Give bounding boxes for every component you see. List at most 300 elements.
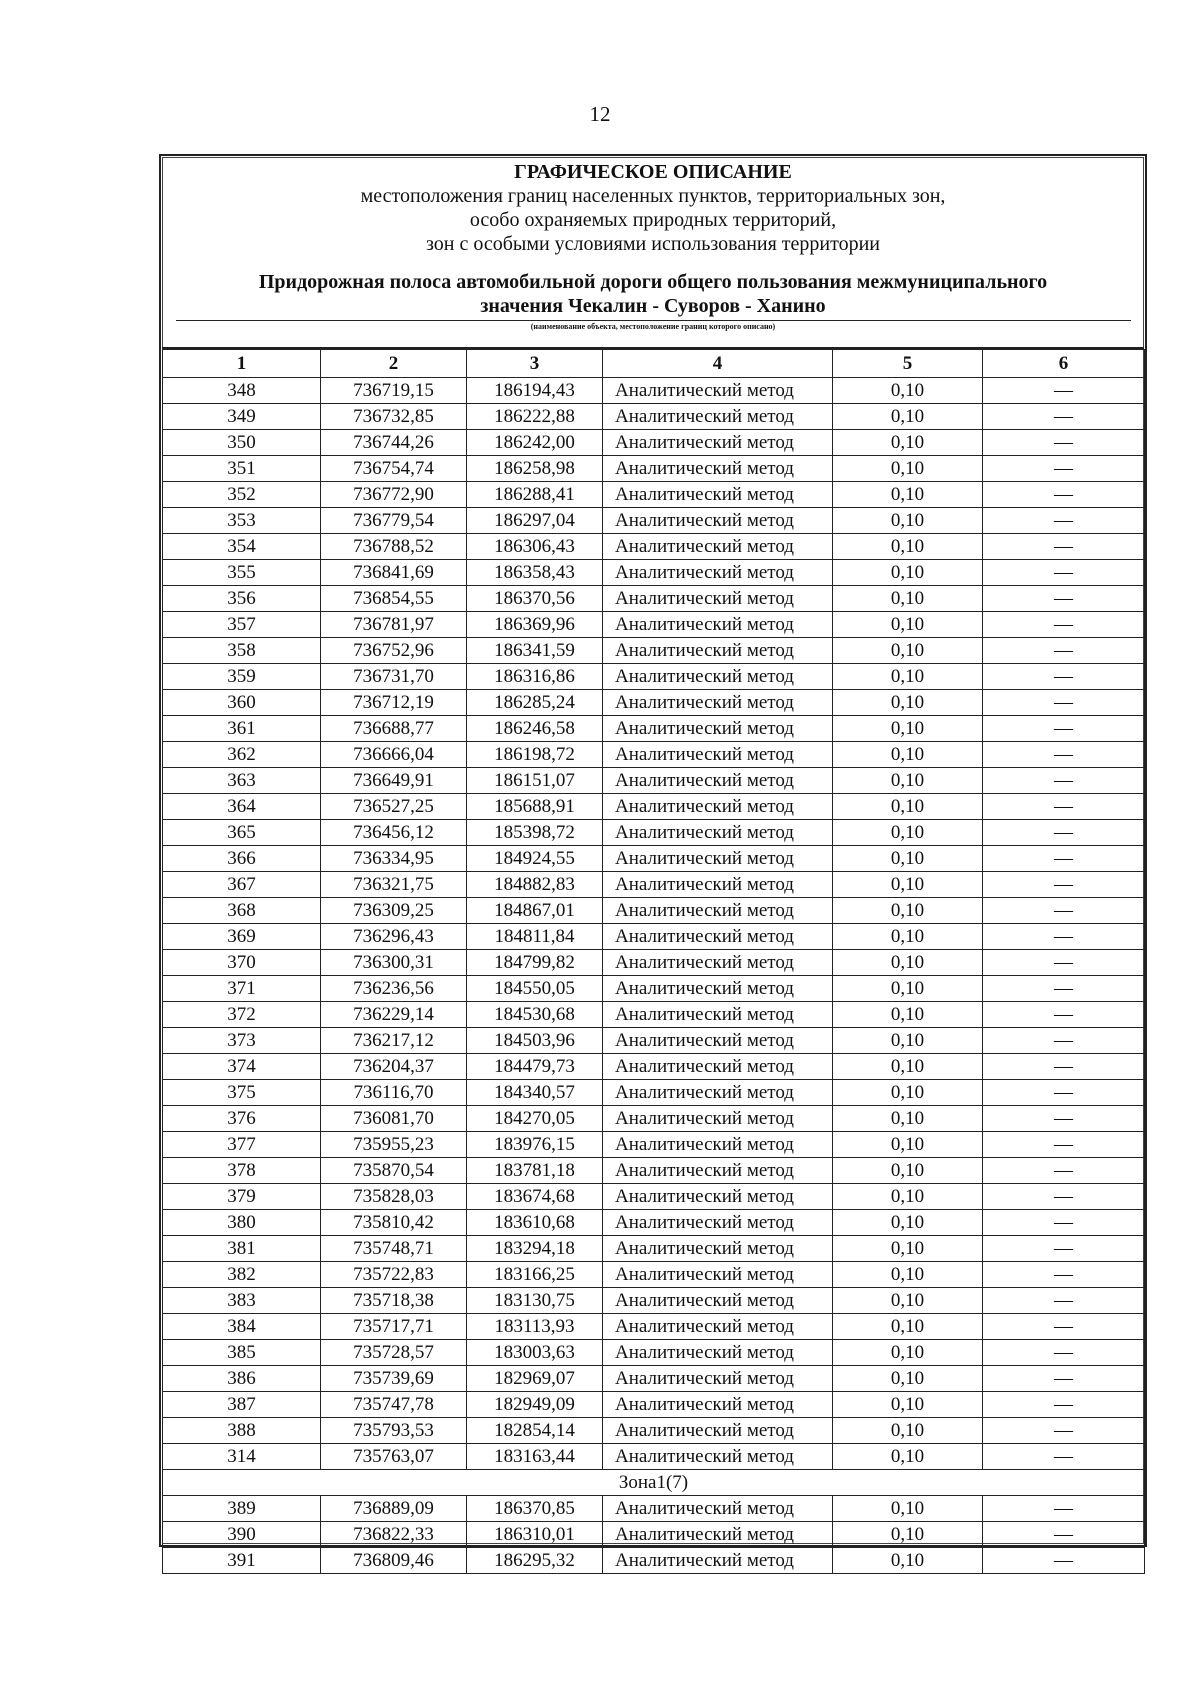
description-cell: —	[983, 742, 1145, 768]
description-cell: —	[983, 820, 1145, 846]
accuracy-cell: 0,10	[833, 1132, 983, 1158]
description-cell: —	[983, 534, 1145, 560]
x-coordinate-cell: 736666,04	[321, 742, 467, 768]
accuracy-cell: 0,10	[833, 456, 983, 482]
description-cell: —	[983, 508, 1145, 534]
column-header: 4	[603, 350, 833, 378]
table-row	[163, 612, 1145, 638]
method-cell: Аналитический метод	[603, 430, 833, 456]
point-number-cell: 350	[163, 430, 321, 456]
method-cell: Аналитический метод	[603, 560, 833, 586]
column-header: 1	[163, 350, 321, 378]
x-coordinate-cell: 735828,03	[321, 1184, 467, 1210]
description-cell: —	[983, 976, 1145, 1002]
table-row	[163, 430, 1145, 456]
accuracy-cell: 0,10	[833, 1392, 983, 1418]
description-cell: —	[983, 482, 1145, 508]
accuracy-cell: 0,10	[833, 1314, 983, 1340]
point-number-cell: 389	[163, 1496, 321, 1522]
method-cell: Аналитический метод	[603, 1366, 833, 1392]
y-coordinate-cell: 184479,73	[467, 1054, 603, 1080]
x-coordinate-cell: 736236,56	[321, 976, 467, 1002]
point-number-cell: 378	[163, 1158, 321, 1184]
point-number-cell: 367	[163, 872, 321, 898]
description-cell: —	[983, 430, 1145, 456]
x-coordinate-cell: 736456,12	[321, 820, 467, 846]
method-cell: Аналитический метод	[603, 482, 833, 508]
method-cell: Аналитический метод	[603, 1132, 833, 1158]
accuracy-cell: 0,10	[833, 1522, 983, 1548]
accuracy-cell: 0,10	[833, 742, 983, 768]
point-number-cell: 377	[163, 1132, 321, 1158]
method-cell: Аналитический метод	[603, 1496, 833, 1522]
method-cell: Аналитический метод	[603, 586, 833, 612]
zone-section	[163, 1470, 1145, 1496]
table-row	[163, 1262, 1145, 1288]
method-cell: Аналитический метод	[603, 1002, 833, 1028]
accuracy-cell: 0,10	[833, 846, 983, 872]
table-row	[163, 1522, 1145, 1548]
document-title: ГРАФИЧЕСКОЕ ОПИСАНИЕ	[514, 161, 792, 183]
y-coordinate-cell: 184270,05	[467, 1106, 603, 1132]
description-cell: —	[983, 1002, 1145, 1028]
x-coordinate-cell: 735870,54	[321, 1158, 467, 1184]
accuracy-cell: 0,10	[833, 1548, 983, 1574]
accuracy-cell: 0,10	[833, 664, 983, 690]
point-number-cell: 384	[163, 1314, 321, 1340]
x-coordinate-cell: 736309,25	[321, 898, 467, 924]
method-cell: Аналитический метод	[603, 768, 833, 794]
accuracy-cell: 0,10	[833, 768, 983, 794]
point-number-cell: 365	[163, 820, 321, 846]
point-number-cell: 382	[163, 1262, 321, 1288]
accuracy-cell: 0,10	[833, 1444, 983, 1470]
point-number-cell: 369	[163, 924, 321, 950]
x-coordinate-cell: 736772,90	[321, 482, 467, 508]
point-number-cell: 358	[163, 638, 321, 664]
table-row	[163, 482, 1145, 508]
column-header: 6	[983, 350, 1145, 378]
accuracy-cell: 0,10	[833, 1184, 983, 1210]
description-cell: —	[983, 768, 1145, 794]
table-row	[163, 508, 1145, 534]
x-coordinate-cell: 736731,70	[321, 664, 467, 690]
point-number-cell: 364	[163, 794, 321, 820]
method-cell: Аналитический метод	[603, 690, 833, 716]
point-number-cell: 372	[163, 1002, 321, 1028]
point-number-cell: 371	[163, 976, 321, 1002]
point-number-cell: 348	[163, 378, 321, 404]
point-number-cell: 363	[163, 768, 321, 794]
x-coordinate-cell: 735722,83	[321, 1262, 467, 1288]
table-row	[163, 1496, 1145, 1522]
y-coordinate-cell: 184503,96	[467, 1028, 603, 1054]
method-cell: Аналитический метод	[603, 664, 833, 690]
accuracy-cell: 0,10	[833, 1158, 983, 1184]
method-cell: Аналитический метод	[603, 638, 833, 664]
x-coordinate-cell: 736296,43	[321, 924, 467, 950]
object-name-line: Придорожная полоса автомобильной дороги общего пользования межмуниципального	[258, 271, 1048, 293]
method-cell: Аналитический метод	[603, 456, 833, 482]
point-number-cell: 357	[163, 612, 321, 638]
accuracy-cell: 0,10	[833, 1054, 983, 1080]
method-cell: Аналитический метод	[603, 1236, 833, 1262]
y-coordinate-cell: 183163,44	[467, 1444, 603, 1470]
x-coordinate-cell: 736854,55	[321, 586, 467, 612]
y-coordinate-cell: 183674,68	[467, 1184, 603, 1210]
accuracy-cell: 0,10	[833, 638, 983, 664]
accuracy-cell: 0,10	[833, 1262, 983, 1288]
description-cell: —	[983, 664, 1145, 690]
description-cell: —	[983, 1548, 1145, 1574]
x-coordinate-cell: 736321,75	[321, 872, 467, 898]
document-header	[164, 160, 1142, 346]
method-cell: Аналитический метод	[603, 872, 833, 898]
method-cell: Аналитический метод	[603, 1340, 833, 1366]
accuracy-cell: 0,10	[833, 898, 983, 924]
accuracy-cell: 0,10	[833, 1080, 983, 1106]
y-coordinate-cell: 183003,63	[467, 1340, 603, 1366]
table-row	[163, 976, 1145, 1002]
method-cell: Аналитический метод	[603, 1262, 833, 1288]
method-cell: Аналитический метод	[603, 1288, 833, 1314]
y-coordinate-cell: 186310,01	[467, 1522, 603, 1548]
description-cell: —	[983, 404, 1145, 430]
description-cell: —	[983, 950, 1145, 976]
table-row	[163, 1366, 1145, 1392]
method-cell: Аналитический метод	[603, 404, 833, 430]
x-coordinate-cell: 735747,78	[321, 1392, 467, 1418]
x-coordinate-cell: 736217,12	[321, 1028, 467, 1054]
y-coordinate-cell: 186295,32	[467, 1548, 603, 1574]
table-row	[163, 1002, 1145, 1028]
accuracy-cell: 0,10	[833, 1028, 983, 1054]
x-coordinate-cell: 736788,52	[321, 534, 467, 560]
description-cell: —	[983, 1496, 1145, 1522]
object-name	[164, 270, 1142, 318]
x-coordinate-cell: 736889,09	[321, 1496, 467, 1522]
subtitle-line: зон с особыми условиями использования территории	[425, 233, 881, 255]
x-coordinate-cell: 736712,19	[321, 690, 467, 716]
method-cell: Аналитический метод	[603, 508, 833, 534]
x-coordinate-cell: 736754,74	[321, 456, 467, 482]
x-coordinate-cell: 736688,77	[321, 716, 467, 742]
table-row	[163, 1158, 1145, 1184]
accuracy-cell: 0,10	[833, 1496, 983, 1522]
x-coordinate-cell: 736779,54	[321, 508, 467, 534]
description-cell: —	[983, 1028, 1145, 1054]
description-cell: —	[983, 1366, 1145, 1392]
table-row	[163, 742, 1145, 768]
method-cell: Аналитический метод	[603, 1158, 833, 1184]
y-coordinate-cell: 186369,96	[467, 612, 603, 638]
table-row	[163, 872, 1145, 898]
x-coordinate-cell: 735955,23	[321, 1132, 467, 1158]
table-row	[163, 690, 1145, 716]
y-coordinate-cell: 186285,24	[467, 690, 603, 716]
table-row	[163, 1210, 1145, 1236]
x-coordinate-cell: 736334,95	[321, 846, 467, 872]
method-cell: Аналитический метод	[603, 1210, 833, 1236]
x-coordinate-cell: 736081,70	[321, 1106, 467, 1132]
y-coordinate-cell: 183166,25	[467, 1262, 603, 1288]
table-row	[163, 456, 1145, 482]
table-row	[163, 638, 1145, 664]
x-coordinate-cell: 736744,26	[321, 430, 467, 456]
y-coordinate-cell: 183610,68	[467, 1210, 603, 1236]
y-coordinate-cell: 184882,83	[467, 872, 603, 898]
zone-label: Зона1(7)	[163, 1470, 1145, 1496]
x-coordinate-cell: 736732,85	[321, 404, 467, 430]
y-coordinate-cell: 186246,58	[467, 716, 603, 742]
description-cell: —	[983, 1106, 1145, 1132]
table-row	[163, 820, 1145, 846]
accuracy-cell: 0,10	[833, 1340, 983, 1366]
point-number-cell: 376	[163, 1106, 321, 1132]
method-cell: Аналитический метод	[603, 1392, 833, 1418]
accuracy-cell: 0,10	[833, 872, 983, 898]
accuracy-cell: 0,10	[833, 1002, 983, 1028]
x-coordinate-cell: 736752,96	[321, 638, 467, 664]
y-coordinate-cell: 186198,72	[467, 742, 603, 768]
accuracy-cell: 0,10	[833, 430, 983, 456]
description-cell: —	[983, 1314, 1145, 1340]
accuracy-cell: 0,10	[833, 716, 983, 742]
description-cell: —	[983, 1080, 1145, 1106]
x-coordinate-cell: 736841,69	[321, 560, 467, 586]
accuracy-cell: 0,10	[833, 534, 983, 560]
point-number-cell: 314	[163, 1444, 321, 1470]
method-cell: Аналитический метод	[603, 1444, 833, 1470]
y-coordinate-cell: 186242,00	[467, 430, 603, 456]
table-row	[163, 1418, 1145, 1444]
description-cell: —	[983, 794, 1145, 820]
y-coordinate-cell: 184867,01	[467, 898, 603, 924]
point-number-cell: 374	[163, 1054, 321, 1080]
accuracy-cell: 0,10	[833, 404, 983, 430]
x-coordinate-cell: 736781,97	[321, 612, 467, 638]
x-coordinate-cell: 735763,07	[321, 1444, 467, 1470]
y-coordinate-cell: 186258,98	[467, 456, 603, 482]
method-cell: Аналитический метод	[603, 612, 833, 638]
point-number-cell: 368	[163, 898, 321, 924]
description-cell: —	[983, 898, 1145, 924]
table-row	[163, 1184, 1145, 1210]
table-row	[163, 1106, 1145, 1132]
method-cell: Аналитический метод	[603, 924, 833, 950]
method-cell: Аналитический метод	[603, 898, 833, 924]
x-coordinate-cell: 735717,71	[321, 1314, 467, 1340]
accuracy-cell: 0,10	[833, 612, 983, 638]
column-header: 2	[321, 350, 467, 378]
y-coordinate-cell: 186316,86	[467, 664, 603, 690]
y-coordinate-cell: 186370,56	[467, 586, 603, 612]
page-number: 12	[589, 102, 611, 126]
y-coordinate-cell: 183130,75	[467, 1288, 603, 1314]
point-number-cell: 361	[163, 716, 321, 742]
y-coordinate-cell: 186151,07	[467, 768, 603, 794]
point-number-cell: 373	[163, 1028, 321, 1054]
description-cell: —	[983, 638, 1145, 664]
description-cell: —	[983, 1340, 1145, 1366]
description-cell: —	[983, 690, 1145, 716]
x-coordinate-cell: 736300,31	[321, 950, 467, 976]
y-coordinate-cell: 182854,14	[467, 1418, 603, 1444]
accuracy-cell: 0,10	[833, 690, 983, 716]
subtitle-line: особо охраняемых природных территорий,	[469, 209, 837, 231]
point-number-cell: 370	[163, 950, 321, 976]
object-caption: (наименование объекта, местоположение границ которого описано)	[530, 322, 776, 331]
table-row	[163, 1340, 1145, 1366]
table-row	[163, 924, 1145, 950]
y-coordinate-cell: 186288,41	[467, 482, 603, 508]
description-cell: —	[983, 1522, 1145, 1548]
description-cell: —	[983, 456, 1145, 482]
y-coordinate-cell: 183976,15	[467, 1132, 603, 1158]
y-coordinate-cell: 186306,43	[467, 534, 603, 560]
table-row	[163, 560, 1145, 586]
accuracy-cell: 0,10	[833, 976, 983, 1002]
subtitle-line: местоположения границ населенных пунктов, территориальных зон,	[360, 185, 946, 207]
table-row	[163, 716, 1145, 742]
y-coordinate-cell: 185688,91	[467, 794, 603, 820]
method-cell: Аналитический метод	[603, 820, 833, 846]
table-row	[163, 794, 1145, 820]
y-coordinate-cell: 186370,85	[467, 1496, 603, 1522]
description-cell: —	[983, 716, 1145, 742]
table-row	[163, 534, 1145, 560]
table-row	[163, 1080, 1145, 1106]
accuracy-cell: 0,10	[833, 950, 983, 976]
table-row	[163, 846, 1145, 872]
description-cell: —	[983, 586, 1145, 612]
description-cell: —	[983, 1184, 1145, 1210]
description-cell: —	[983, 1262, 1145, 1288]
method-cell: Аналитический метод	[603, 846, 833, 872]
accuracy-cell: 0,10	[833, 508, 983, 534]
point-number-cell: 381	[163, 1236, 321, 1262]
accuracy-cell: 0,10	[833, 1288, 983, 1314]
coordinates-table	[162, 349, 1145, 1574]
table-row	[163, 1392, 1145, 1418]
accuracy-cell: 0,10	[833, 1210, 983, 1236]
point-number-cell: 366	[163, 846, 321, 872]
description-cell: —	[983, 1236, 1145, 1262]
y-coordinate-cell: 183781,18	[467, 1158, 603, 1184]
point-number-cell: 386	[163, 1366, 321, 1392]
method-cell: Аналитический метод	[603, 1106, 833, 1132]
point-number-cell: 349	[163, 404, 321, 430]
point-number-cell: 356	[163, 586, 321, 612]
method-cell: Аналитический метод	[603, 1522, 833, 1548]
accuracy-cell: 0,10	[833, 924, 983, 950]
method-cell: Аналитический метод	[603, 534, 833, 560]
accuracy-cell: 0,10	[833, 586, 983, 612]
method-cell: Аналитический метод	[603, 1080, 833, 1106]
description-cell: —	[983, 846, 1145, 872]
description-cell: —	[983, 872, 1145, 898]
description-cell: —	[983, 1418, 1145, 1444]
x-coordinate-cell: 736116,70	[321, 1080, 467, 1106]
table-row	[163, 1314, 1145, 1340]
point-number-cell: 351	[163, 456, 321, 482]
zone-table-body	[163, 1496, 1145, 1574]
accuracy-cell: 0,10	[833, 1236, 983, 1262]
x-coordinate-cell: 735739,69	[321, 1366, 467, 1392]
x-coordinate-cell: 735793,53	[321, 1418, 467, 1444]
description-cell: —	[983, 1288, 1145, 1314]
method-cell: Аналитический метод	[603, 742, 833, 768]
method-cell: Аналитический метод	[603, 1548, 833, 1574]
method-cell: Аналитический метод	[603, 716, 833, 742]
y-coordinate-cell: 186341,59	[467, 638, 603, 664]
table-header	[163, 350, 1145, 378]
accuracy-cell: 0,10	[833, 1418, 983, 1444]
point-number-cell: 359	[163, 664, 321, 690]
table-row	[163, 950, 1145, 976]
point-number-cell: 383	[163, 1288, 321, 1314]
method-cell: Аналитический метод	[603, 794, 833, 820]
zone-row	[163, 1470, 1145, 1496]
description-cell: —	[983, 1132, 1145, 1158]
column-header: 5	[833, 350, 983, 378]
table-row	[163, 664, 1145, 690]
point-number-cell: 379	[163, 1184, 321, 1210]
point-number-cell: 385	[163, 1340, 321, 1366]
method-cell: Аналитический метод	[603, 1054, 833, 1080]
x-coordinate-cell: 736527,25	[321, 794, 467, 820]
description-cell: —	[983, 612, 1145, 638]
y-coordinate-cell: 184550,05	[467, 976, 603, 1002]
y-coordinate-cell: 186358,43	[467, 560, 603, 586]
method-cell: Аналитический метод	[603, 1184, 833, 1210]
accuracy-cell: 0,10	[833, 482, 983, 508]
object-name-line: значения Чекалин - Суворов - Ханино	[480, 295, 826, 317]
description-cell: —	[983, 1392, 1145, 1418]
description-cell: —	[983, 560, 1145, 586]
x-coordinate-cell: 735748,71	[321, 1236, 467, 1262]
y-coordinate-cell: 184340,57	[467, 1080, 603, 1106]
y-coordinate-cell: 182969,07	[467, 1366, 603, 1392]
point-number-cell: 380	[163, 1210, 321, 1236]
method-cell: Аналитический метод	[603, 1418, 833, 1444]
table-row	[163, 378, 1145, 404]
description-cell: —	[983, 1210, 1145, 1236]
point-number-cell: 354	[163, 534, 321, 560]
point-number-cell: 353	[163, 508, 321, 534]
description-cell: —	[983, 1444, 1145, 1470]
table-row	[163, 898, 1145, 924]
table-row	[163, 1548, 1145, 1574]
y-coordinate-cell: 186222,88	[467, 404, 603, 430]
description-cell: —	[983, 924, 1145, 950]
point-number-cell: 388	[163, 1418, 321, 1444]
table-row	[163, 586, 1145, 612]
column-header: 3	[467, 350, 603, 378]
method-cell: Аналитический метод	[603, 378, 833, 404]
description-cell: —	[983, 378, 1145, 404]
x-coordinate-cell: 735728,57	[321, 1340, 467, 1366]
accuracy-cell: 0,10	[833, 1106, 983, 1132]
x-coordinate-cell: 736809,46	[321, 1548, 467, 1574]
method-cell: Аналитический метод	[603, 1314, 833, 1340]
accuracy-cell: 0,10	[833, 794, 983, 820]
table-row	[163, 1236, 1145, 1262]
table-row	[163, 1288, 1145, 1314]
x-coordinate-cell: 736822,33	[321, 1522, 467, 1548]
point-number-cell: 387	[163, 1392, 321, 1418]
description-cell: —	[983, 1158, 1145, 1184]
